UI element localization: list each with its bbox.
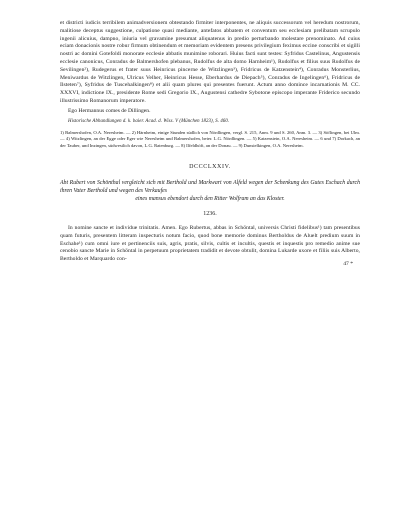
source-citation: Historische Abhandlungen d. k. baier. Acad. d. Wiss. V (München 1823), S. 460.	[68, 118, 230, 124]
main-text-block	[60, 224, 360, 267]
regest-text: Abt Rubert von Schönthal vergleicht sich mit Berthold und Markwart von Alfeld wegen der Schenkung des Gutes Eschach durch ihren Vater Berthold und wegen des Verkaufes	[60, 179, 360, 194]
top-paragraph: et districti iudicis terribilem animadversionem obtestando firmiter interponentes, ne aliquis successorum vel heredum nostrorum, malitiose deceptus suggestione, culpatione quasi mediante, antefatos abbatem et conventum seu ecclesiam prelibatam scrupulo ingenii alicuius, dampno, iniuria vel gravamine presumat aliquatenus in predio perturbando molestare prenominato. Ad cuius eciam donacionis nostre robur firmum obtinendum et memoriam evidentem presens privilegium feximus eccine conscribi et sigilli nostri ac domini Gotefoldi monorate ecclesie abbatis munimine roborari. Huius facti sunt testes: Syfridus Castelinus, Angustensis ecclesie canonicus, Conradus de Balmershofen plebanus, Rudolfus de alta domo Harnheim¹), Rudolfus et filius suus Rudolfus de Sevilingen²), Rudegerus et frater suus Heinricus pincerne de Witzlingen³), Fridricus de Katzenstein⁴), Conradus Monsterlius, Meniwardus de Witzlingen, Ulricus Velher, Heinricus Hesse, Eberhardus de Diepach⁵), Conradus de Ingelingen⁶), Fridricus de Ilsteten⁷), Syfridus de Tuscehalkingen⁸) et alii quam plures qui presentes fuerunt. Actum anno domince incarnationis M. CC. XXXVI, indictione IX., presidente Rome sedi Gregorio IX., Augustensi cathedre Sybotone episcopo imperante Friderico secundo illustrissimo Romanorum imperatore.	[60, 20, 360, 104]
document-year: 1236.	[203, 210, 217, 217]
seal-line: Ego Hermannus comes de Dillingen.	[68, 107, 151, 114]
footnotes: 1) Balmershofen, O.A. Neresheim. — 2) Härnheim, einige Stunden südlich von Nördlingen, vergl. S. 215, Anm. 9 und S. 260, Anm. 3. — 3) Söflingen, bei Ulm. — 4) Witzlingen, an der Egge oder Eger wie Neresheim und Balmershofen, beier. L.G. Nördlingen. — 5) Katzenstein, O.A. Neresheim. — 6 und 7) Dorkach, an der Tauber, und Inzingen, südwestlich davon, L.G. Ratenburg. — 8) Ilfeldhöft, an der Donau. — 9) Dunsielkingen, O.A. Neresheim.	[60, 129, 360, 149]
main-paragraph: In nomine sancte et individue trinitatis. Amen. Ego Rubertus, abbas in Schöntal, universis Christi fidelibus¹) tam presentibus quam futuris, presentem litteram inspecturis notum facio, quod bone memorie dominus Bertholdus de Aluelt predium suum in Eschahe¹) cum omni iure et pertinenciis suis, agris, pratis, silvis, cultis et incultis, questis et inquestis pro remedio anime sue cenobio sancte Marie in Schöntal in perpetuum proprietatem tradidit et devote obtulit, domina Lukarde uxore et filiis suis Alberto, Bertholdo et Marquardo con-	[60, 224, 360, 263]
regest	[60, 179, 360, 203]
regest-last-line: eines mansus ebendort durch den Ritter Wolfram an das Kloster.	[135, 195, 285, 202]
document-page	[60, 20, 360, 267]
sheet-signature: 47 *	[339, 261, 353, 267]
document-number: DCCCLXXIV.	[189, 163, 231, 170]
